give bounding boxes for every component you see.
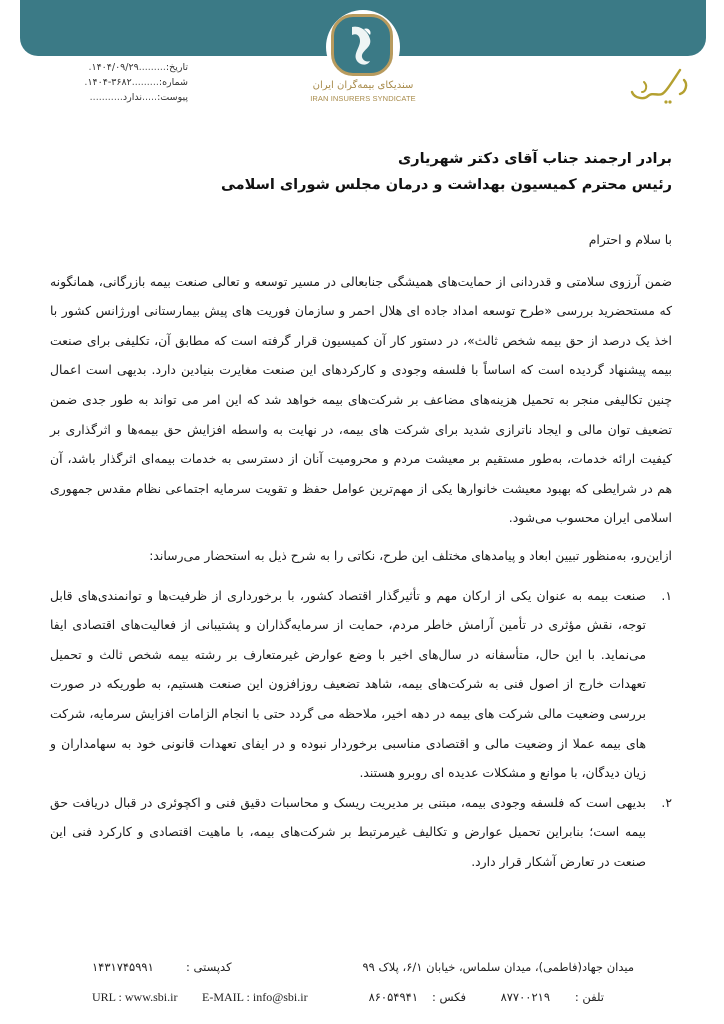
recipient-name: برادر ارجمند جناب آقای دکتر شهریاری (397, 151, 672, 167)
date-value: ۱۴۰۴/۰۹/۲۹ (91, 62, 139, 73)
footer-address: میدان جهاد(فاطمی)، میدان سلماس، خیابان ۶/۱، پلاک ۹۹ (362, 960, 634, 974)
letter-footer (92, 955, 634, 1015)
footer-url-link[interactable]: URL : www.sbi.ir (92, 990, 178, 1004)
points-list (50, 581, 672, 877)
logo-name-fa: سندیکای بیمه‌گران ایران (312, 80, 414, 91)
footer-address-row (92, 955, 634, 985)
signature-title-icon (622, 62, 698, 108)
list-item-text: بدیهی است که فلسفه وجودی بیمه، مبتنی بر مدیریت ریسک و محاسبات دقیق فنی و اکچوئری در قبال دریافت حق بیمه است؛ بنابراین تحمیل عوارض و تکالیف غیرمرتبط بر شرکت‌های بیمه، با ماهیت اقتصادی و کارکرد فنی این صنعت در تعارض آشکار قرار دارد. (50, 794, 646, 869)
list-item-number: ۱. (661, 587, 672, 603)
greeting: با سلام و احترام (588, 232, 672, 247)
list-item-text: صنعت بیمه به عنوان یکی از ارکان مهم و تأثیرگذار اقتصاد کشور، با برخورداری از ظرفیت‌ها و توانمندی‌های قابل توجه، نقش مؤثری در تأمین آرامش خاطر مردم، حمایت از سرمایه‌گذاران و پشتیبانی از فعالیت‌های اقتصادی ایفا می‌نماید. با این حال، متأسفانه در سال‌های اخیر با وضع عوارض غیرمتعارف بر رشته بیمه شخص ثالث و تحمیل تعهدات خارج از اصول فنی به شرکت‌های بیمه، شاهد تضعیف روزافزون این صنعت هستیم، به طوریکه در صورت بررسی وضعیت مالی شرکت های بیمه در دهه اخیر، ملاحظه می گردد حتی با انجام الزامات افزایش سرمایه، شرکت های بیمه عملا از وضعیت مالی و اقتصادی مناسبی برخوردار نبوده و در ایفای تعهدات قانونی خود به سهامداران و زیان دیدگان، با موانع و مشکلات عدیده ای روبرو هستند. (50, 587, 646, 781)
paragraph-lead-in: ازاین‌رو، به‌منظور تبیین ابعاد و پیامدهای مختلف این طرح، نکاتی را به شرح ذیل به استحضار می‌رساند: (149, 547, 672, 563)
footer-fax-value: ۸۶۰۵۴۹۴۱ (368, 990, 418, 1004)
letter-body (50, 225, 672, 876)
syndicate-logo-icon (331, 14, 393, 76)
recipient-block (221, 146, 672, 198)
list-item-number: ۲. (661, 794, 672, 810)
paragraph-intro: ضمن آرزوی سلامتی و قدردانی از حمایت‌های همیشگی جنابعالی در مسیر توسعه و تعالی صنعت بیمه بازرگانی، همانگونه که مستحضرید بررسی «طرح توسعه امداد جاده ای هلال احمر و سازمان فوریت های پیش بیمارستانی اورژانس کشور با اخذ یک درصد از حق بیمه شخص ثالث»، در دستور کار آن کمیسیون قرار گرفته است که مطابق آن، تکلیفی برای صنعت بیمه پیشنهاد گردیده است که اساساً با فلسفه وجودی و کارکردهای این صنعت مغایرت بنیادین دارد. بدیهی است اعمال چنین تکالیفی منجر به تحمیل هزینه‌های مضاعف بر شرکت‌های بیمه خواهد شد که این امر می تواند به طور جدی ضمن تضعیف توان مالی و ایجاد ناترازی شدید برای شرکت های بیمه، در نهایت به واسطه افزایش حق بیمه‌ها و اثرگذاری بر کیفیت ارائه خدمات، به‌طور مستقیم بر معیشت مردم و محرومیت آنان از دسترسی به خدمات بیمه‌ای اثرگذار باشد، آن هم در شرایطی که بهبود معیشت خانوارها یکی از مهم‌ترین عوامل حفظ و تقویت سرمایه اجتماعی نظام مقدس جمهوری اسلامی ایران محسوب می‌شود. (50, 273, 672, 526)
recipient-title: رئیس محترم کمیسیون بهداشت و درمان مجلس شورای اسلامی (220, 177, 672, 193)
number-value: ۱۴۰۴-۳۶۸۲ (87, 77, 132, 88)
footer-contact-row (92, 985, 634, 1015)
attachment-value: ندارد (122, 92, 142, 103)
meta-number: شماره:.........۱۴۰۴-۳۶۸۲. (84, 77, 188, 88)
list-item (50, 788, 672, 877)
meta-date: تاریخ:.........۱۴۰۴/۰۹/۲۹. (88, 62, 188, 73)
footer-postal-value: ۱۴۳۱۷۴۵۹۹۱ (92, 960, 154, 974)
footer-postal-label: کدپستی : (186, 960, 232, 974)
list-item (50, 581, 672, 788)
logo-name-en: IRAN INSURERS SYNDICATE (310, 94, 416, 103)
letter-meta (38, 60, 188, 105)
footer-email-link[interactable]: E-MAIL : info@sbi.ir (202, 990, 308, 1004)
footer-phone-value: ۸۷۷۰۰۲۱۹ (500, 990, 550, 1004)
footer-phone-label: تلفن : (574, 990, 604, 1004)
footer-fax-label: فکس : (431, 990, 466, 1004)
meta-attachment: پیوست:.....ندارد........... (89, 92, 188, 103)
